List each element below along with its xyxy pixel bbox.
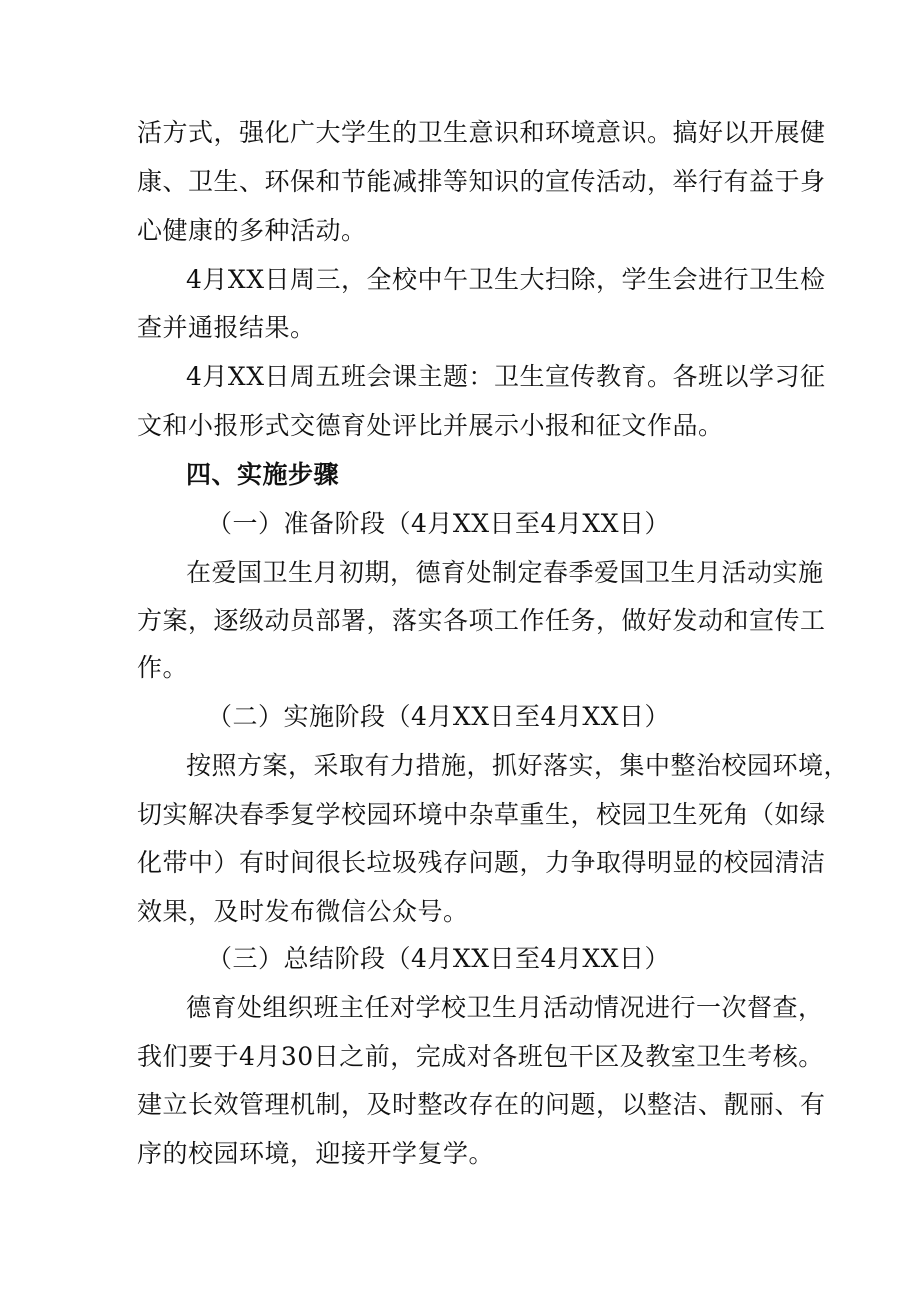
paragraph-line: 按照方案，采取有力措施，抓好落实，集中整治校园环境，	[186, 751, 850, 780]
paragraph-line: 4月XX日周三，全校中午卫生大扫除，学生会进行卫生检	[186, 265, 826, 294]
section-heading: 四、实施步骤	[186, 460, 340, 489]
paragraph-line: 建立长效管理机制，及时整改存在的问题，以整洁、靓丽、有	[137, 1090, 826, 1119]
paragraph-line: 切实解决春季复学校园环境中杂草重生，校园卫生死角（如绿	[137, 800, 826, 829]
paragraph-line: 我们要于4月30日之前，完成对各班包干区及教室卫生考核。	[137, 1042, 824, 1071]
paragraph-line: 康、卫生、环保和节能减排等知识的宣传活动，举行有益于身	[137, 167, 826, 196]
paragraph-line: 作。	[137, 653, 189, 682]
paragraph-line: 查并通报结果。	[137, 313, 316, 342]
subsection-heading: （二）实施阶段（4月XX日至4月XX日）	[207, 702, 671, 731]
paragraph-line: 4月XX日周五班会课主题：卫生宣传教育。各班以学习征	[186, 362, 826, 391]
paragraph-line: 心健康的多种活动。	[137, 216, 367, 245]
paragraph-line: 文和小报形式交德育处评比并展示小报和征文作品。	[137, 411, 724, 440]
paragraph-line: 效果，及时发布微信公众号。	[137, 897, 469, 926]
subsection-heading: （三）总结阶段（4月XX日至4月XX日）	[207, 944, 671, 973]
paragraph-line: 化带中）有时间很长垃圾残存问题，力争取得明显的校园清洁	[137, 848, 826, 877]
paragraph-line: 方案，逐级动员部署，落实各项工作任务，做好发动和宣传工	[137, 606, 826, 635]
paragraph-line: 在爱国卫生月初期，德育处制定春季爱国卫生月活动实施	[186, 558, 824, 587]
paragraph-line: 德育处组织班主任对学校卫生月活动情况进行一次督查，	[186, 993, 824, 1022]
subsection-heading: （一）准备阶段（4月XX日至4月XX日）	[207, 509, 671, 538]
paragraph-line: 活方式，强化广大学生的卫生意识和环境意识。搞好以开展健	[137, 118, 826, 147]
paragraph-line: 序的校园环境，迎接开学复学。	[137, 1139, 495, 1168]
